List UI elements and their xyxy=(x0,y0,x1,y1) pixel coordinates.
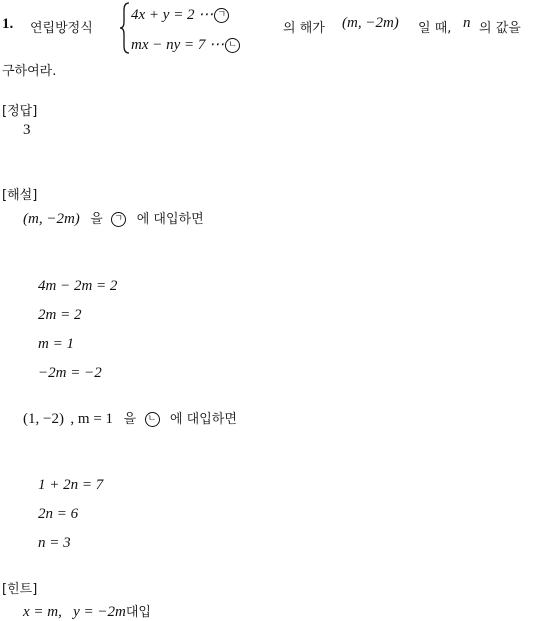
question-tail: 의 값을 xyxy=(479,21,521,36)
circled-mark-step2: ㄴ xyxy=(145,412,160,427)
eq-a-4: −2m = −2 xyxy=(38,365,102,381)
hint-heading: [힌트] xyxy=(2,582,38,597)
hint-line: x = m, y = −2m대입 xyxy=(23,604,151,620)
circled-mark-1: ㄱ xyxy=(214,8,229,23)
eq-a-2: 2m = 2 xyxy=(38,307,82,323)
problem-line2: 구하여라. xyxy=(2,64,57,79)
eq-a-1: 4m − 2m = 2 xyxy=(38,278,118,294)
circled-mark-2: ㄴ xyxy=(225,38,240,53)
eq-a-3: m = 1 xyxy=(38,336,74,352)
system-eq1: 4x + y = 2 ⋯ ㄱ xyxy=(131,5,229,24)
system-eq2: mx − ny = 7 ⋯ ㄴ xyxy=(131,35,240,54)
when-text: 일 때, xyxy=(418,21,452,36)
after-system-text: 의 해가 xyxy=(283,21,325,36)
problem-number: 1. xyxy=(2,16,14,32)
answer-heading: [정답] xyxy=(2,104,38,119)
explanation-step1: (m, −2m) 을 ㄱ 에 대입하면 xyxy=(23,211,204,227)
var-n: n xyxy=(463,15,471,31)
problem-intro: 연립방정식 xyxy=(30,21,93,36)
system-brace-icon xyxy=(120,2,130,54)
eq-b-1: 1 + 2n = 7 xyxy=(38,477,104,493)
solution-point: (m, −2m) xyxy=(342,15,399,31)
explanation-step2: (1, −2) , m = 1 을 ㄴ 에 대입하면 xyxy=(23,411,237,427)
circled-mark-step1: ㄱ xyxy=(111,212,126,227)
explanation-heading: [해설] xyxy=(2,188,38,203)
eq-b-3: n = 3 xyxy=(38,535,71,551)
eq-b-2: 2n = 6 xyxy=(38,506,79,522)
answer-value: 3 xyxy=(23,122,31,138)
